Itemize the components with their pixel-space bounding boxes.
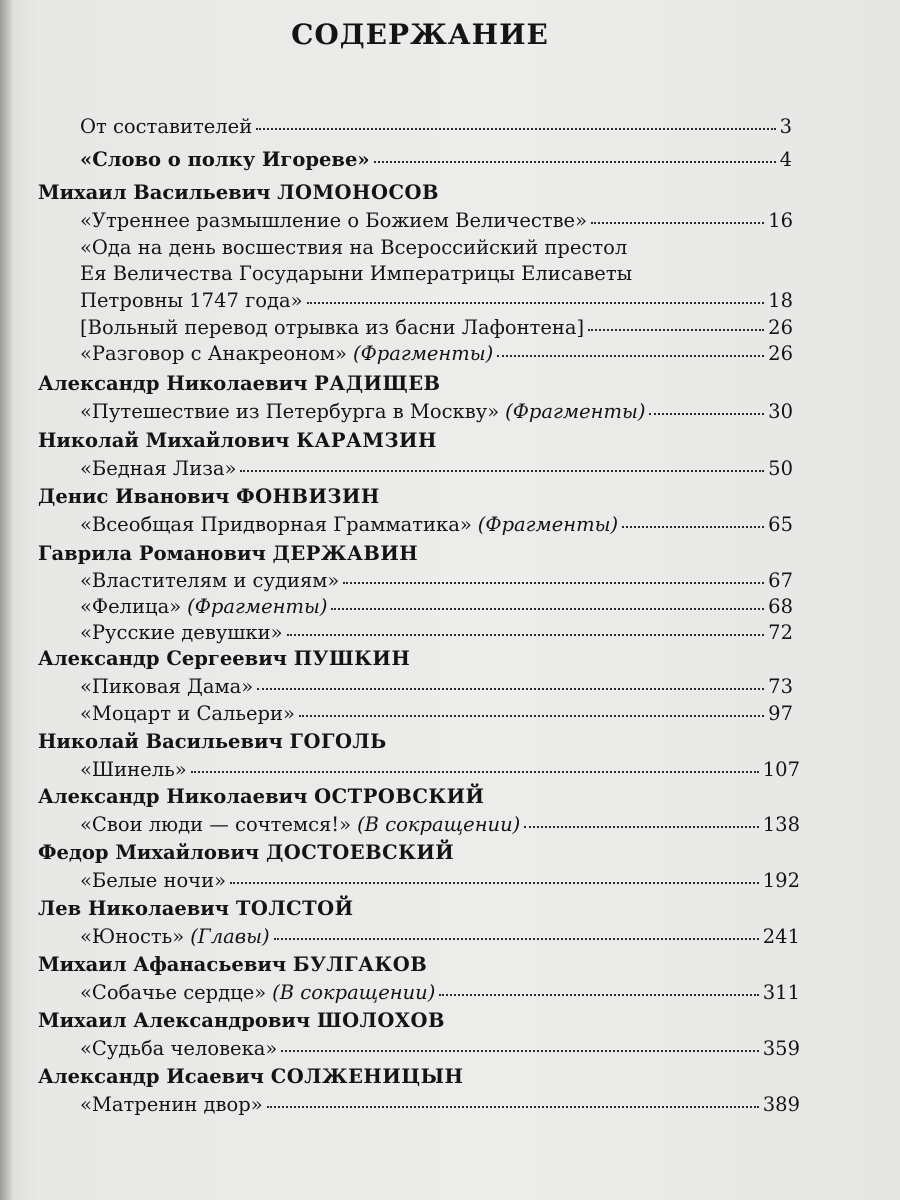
toc-entry (80, 315, 793, 341)
entry-title: «Путешествие из Петербурга в Москву» (80, 400, 500, 423)
toc-entry (80, 399, 793, 425)
toc-entry (80, 620, 793, 646)
entry-title: «Свои люди — сочтемся!» (80, 813, 352, 836)
entry-title: «Пиковая Дама» (80, 675, 254, 698)
entry-title: «Утреннее размышление о Божием Величестве» (80, 209, 588, 232)
dot-leader (497, 351, 764, 357)
author-heading (38, 896, 354, 922)
author-surname: РАДИЩЕВ (314, 372, 441, 395)
toc-entry (80, 114, 792, 140)
entry-title: «Русские девушки» (80, 621, 283, 644)
toc-entry (80, 674, 793, 700)
author-name: Михаил Васильевич (38, 181, 278, 204)
entry-note: (Фрагменты) (352, 342, 494, 365)
dot-leader (307, 298, 765, 304)
author-heading (38, 729, 387, 755)
toc-entry (80, 512, 793, 538)
dot-leader (299, 711, 764, 717)
entry-title: «Шинель» (80, 758, 187, 781)
entry-note: (Фрагменты) (187, 595, 328, 618)
author-name: Денис Иванович (38, 485, 237, 508)
entry-title: «Фелица» (80, 595, 182, 618)
page-number: 26 (768, 342, 793, 365)
entry-title: «Судьба человека» (80, 1037, 278, 1060)
page-number: 26 (768, 316, 793, 339)
entry-title-continued: «Ода на день восшествия на Всероссийский престол (80, 236, 628, 259)
dot-leader (591, 218, 764, 224)
page-number: 4 (779, 148, 792, 171)
author-heading (38, 784, 484, 810)
entry-note: (Главы) (190, 925, 270, 948)
dot-leader (374, 157, 776, 163)
page-number: 359 (762, 1037, 800, 1060)
entry-title: «Белые ночи» (80, 869, 227, 892)
page-number: 72 (768, 621, 793, 644)
author-heading (38, 952, 427, 978)
toc-entry (80, 701, 793, 727)
entry-title: От составителей (80, 115, 253, 138)
dot-leader (230, 878, 759, 884)
author-name: Лев Николаевич (38, 897, 236, 920)
dot-leader (256, 124, 775, 130)
author-name: Александр Николаевич (38, 372, 315, 395)
page-title: СОДЕРЖАНИЕ (291, 18, 549, 51)
entry-note: (В сокращении) (357, 813, 521, 836)
entry-title: «Матренин двор» (80, 1093, 263, 1116)
dot-leader (524, 822, 759, 828)
dot-leader (343, 578, 764, 584)
page-number: 50 (768, 457, 793, 480)
author-surname: ПУШКИН (293, 647, 411, 670)
entry-title: «Бедная Лиза» (80, 457, 237, 480)
page-number: 138 (762, 813, 800, 836)
toc-entry (80, 594, 793, 620)
author-heading (38, 371, 441, 397)
author-name: Гаврила Романович (38, 542, 273, 565)
page-number: 30 (768, 400, 793, 423)
page-number: 16 (768, 209, 793, 232)
entry-note: (Фрагменты) (505, 400, 646, 423)
page-number: 311 (762, 981, 800, 1004)
author-heading (38, 484, 380, 510)
entry-title: [Вольный перевод отрывка из басни Лафонтена] (80, 316, 585, 339)
toc-entry (80, 1092, 800, 1118)
author-name: Михаил Афанасьевич (38, 953, 293, 976)
page-edge-shadow (0, 0, 12, 1200)
author-surname: ФОНВИЗИН (236, 485, 380, 508)
author-surname: ЛОМОНОСОВ (277, 181, 439, 204)
author-name: Михаил Александрович (38, 1009, 317, 1032)
entry-title-continued: Ея Величества Государыни Императрицы Елисаветы (80, 262, 633, 285)
toc-entry (80, 341, 793, 367)
toc-entry (80, 1036, 800, 1062)
page-number: 241 (762, 925, 800, 948)
author-surname: ДЕРЖАВИН (272, 542, 419, 565)
author-name: Александр Николаевич (38, 785, 315, 808)
dot-leader (240, 466, 764, 472)
entry-title: «Властителям и судиям» (80, 569, 340, 592)
entry-title: «Разговор с Анакреоном» (80, 342, 347, 365)
author-surname: ОСТРОВСКИЙ (314, 785, 485, 808)
author-heading (38, 428, 437, 454)
page-number: 18 (768, 289, 793, 312)
toc-entry (80, 456, 793, 482)
toc-entry (80, 568, 793, 594)
author-heading (38, 1064, 463, 1090)
dot-leader (649, 409, 764, 415)
entry-note: (Фрагменты) (477, 513, 619, 536)
entry-title: Петровны 1747 года» (80, 289, 303, 312)
author-heading (38, 1008, 445, 1034)
dot-leader (257, 684, 764, 690)
author-surname: ШОЛОХОВ (316, 1009, 445, 1032)
author-surname: БУЛГАКОВ (292, 953, 428, 976)
dot-leader (287, 630, 765, 636)
toc-entry (80, 147, 792, 173)
entry-title: «Юность» (80, 925, 185, 948)
dot-leader (439, 990, 758, 996)
page-number: 107 (762, 758, 800, 781)
author-surname: ДОСТОЕВСКИЙ (265, 841, 455, 864)
entry-title: «Слово о полку Игореве» (80, 148, 370, 171)
entry-title: «Всеобщая Придворная Грамматика» (80, 513, 472, 536)
page-number: 73 (768, 675, 793, 698)
toc-entry (80, 924, 800, 950)
page-number: 3 (779, 115, 792, 138)
dot-leader (267, 1102, 759, 1108)
dot-leader (191, 767, 759, 773)
author-surname: ГОГОЛЬ (289, 730, 387, 753)
page-number: 97 (768, 702, 793, 725)
toc-entry (80, 757, 800, 783)
author-heading (38, 180, 439, 206)
dot-leader (622, 522, 764, 528)
dot-leader (281, 1046, 758, 1052)
entry-note: (В сокращении) (272, 981, 436, 1004)
author-name: Александр Исаевич (38, 1065, 271, 1088)
dot-leader (331, 604, 764, 610)
author-surname: КАРАМЗИН (296, 429, 437, 452)
toc-entry (80, 868, 800, 894)
toc-entry (80, 980, 800, 1006)
toc-entry (80, 208, 793, 234)
entry-title: «Моцарт и Сальери» (80, 702, 295, 725)
author-surname: СОЛЖЕНИЦЫН (270, 1065, 464, 1088)
author-heading (38, 541, 418, 567)
toc-entry (80, 812, 800, 838)
author-heading (38, 840, 454, 866)
entry-title: «Собачье сердце» (80, 981, 267, 1004)
page-number: 389 (762, 1093, 800, 1116)
page-number: 68 (768, 595, 793, 618)
toc-entry (80, 288, 793, 314)
dot-leader (588, 325, 764, 331)
author-heading (38, 646, 410, 672)
author-surname: ТОЛСТОЙ (235, 897, 354, 920)
page-number: 67 (768, 569, 793, 592)
author-name: Александр Сергеевич (38, 647, 294, 670)
author-name: Николай Михайлович (38, 429, 297, 452)
author-name: Николай Васильевич (38, 730, 290, 753)
page-number: 65 (768, 513, 793, 536)
author-name: Федор Михайлович (38, 841, 266, 864)
page-number: 192 (762, 869, 800, 892)
dot-leader (274, 934, 759, 940)
